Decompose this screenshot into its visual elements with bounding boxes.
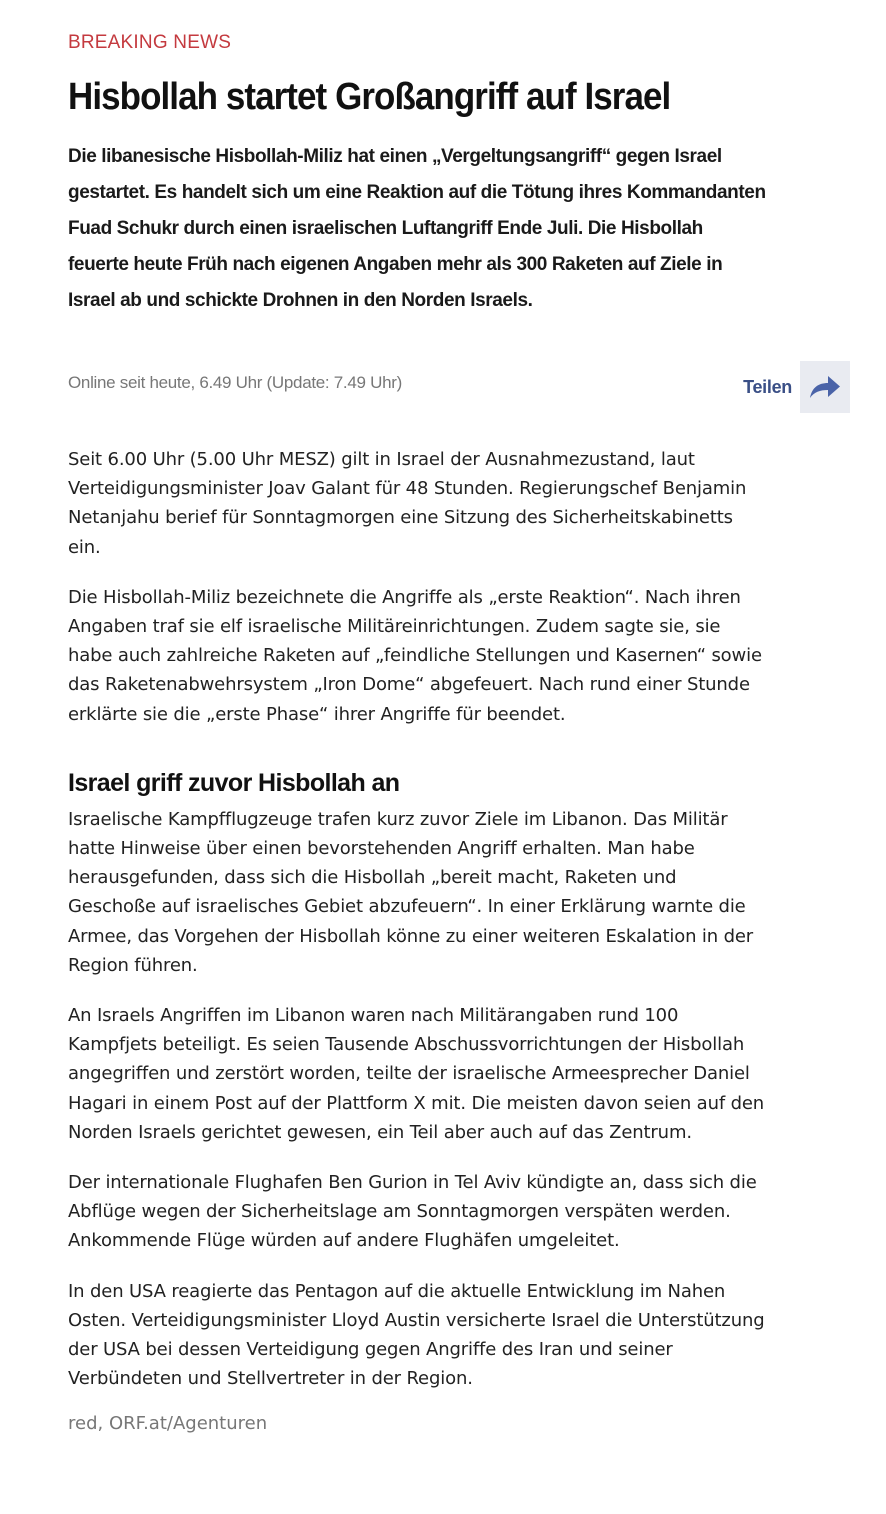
share-button[interactable] (743, 361, 850, 413)
body-paragraph: Seit 6.00 Uhr (5.00 Uhr MESZ) gilt in Israel der Ausnahmezustand, laut Verteidigungsminister Joav Galant für 48 Stunden. Regierungschef Benjamin Netanjahu berief für Sonntagmorgen eine Sitzung des Sicherheitskabinetts ein. (68, 449, 747, 558)
share-label[interactable]: Teilen (743, 376, 792, 397)
section-heading: Israel griff zuvor Hisbollah an (68, 768, 400, 797)
body-paragraph: An Israels Angriffen im Libanon waren nach Militärangaben rund 100 Kampfjets beteiligt. Es seien Tausende Abschussvorrichtungen der Hisbollah angegriffen und zerstört worden, teilte der israelische Armeesprecher Daniel Hagari in einem Post auf der Plattform X mit. Die meisten davon seien auf den Norden Israels gerichtet gewesen, ein Teil aber auch auf das Zentrum. (68, 1005, 765, 1143)
body-paragraph: In den USA reagierte das Pentagon auf die aktuelle Entwicklung im Nahen Osten. Verteidigungsminister Lloyd Austin versicherte Israel die Unterstützung der USA bei dessen Verteidigung gegen Angriffe des Iran und seiner Verbündeten und Stellvertreter in der Region. (68, 1280, 765, 1390)
article-body (68, 445, 850, 1393)
body-paragraph: Israelische Kampfflugzeuge trafen kurz zuvor Ziele im Libanon. Das Militär hatte Hinweise über einen bevorstehenden Angriff erhalten. Man habe herausgefunden, dass sich die Hisbollah „bereit macht, Raketen und Geschoße auf israelisches Gebiet abzufeuern“. In einer Erklärung warnte die Armee, das Vorgehen der Hisbollah könne zu einer weiteren Eskalation in der Region führen. (68, 808, 754, 976)
article-source: red, ORF.at/Agenturen (68, 1413, 268, 1435)
body-paragraph: Die Hisbollah-Miliz bezeichnete die Angriffe als „erste Reaktion“. Nach ihren Angaben traf sie elf israelische Militäreinrichtungen. Zudem sagte sie, sie habe auch zahlreiche Raketen auf „feindliche Stellungen und Kasernen“ sowie das Raketenabwehrsystem „Iron Dome“ abgefeuert. Nach rund einer Stunde erklärte sie die „erste Phase“ ihrer Angriffe für beendet. (68, 586, 762, 725)
body-paragraph: Der internationale Flughafen Ben Gurion in Tel Aviv kündigte an, dass sich die Abflüge wegen der Sicherheitslage am Sonntagmorgen verspäten werden. Ankommende Flüge würden auf andere Flughäfen umgeleitet. (68, 1172, 757, 1252)
article-title: Hisbollah startet Großangriff auf Israel (68, 76, 671, 118)
article-lead: Die libanesische Hisbollah-Miliz hat einen „Vergeltungsangriff“ gegen Israel gestartet. Es handelt sich um eine Reaktion auf die Tötung ihres Kommandanten Fuad Schukr durch einen israelischen Luftangriff Ende Juli. Die Hisbollah feuerte heute Früh nach eigenen Angaben mehr als 300 Raketen auf Ziele in Israel ab und schickte Drohnen in den Norden Israels. (68, 146, 766, 311)
publish-date: Online seit heute, 6.49 Uhr (Update: 7.49 Uhr) (68, 373, 402, 392)
news-article (68, 30, 850, 1434)
article-meta (68, 361, 850, 415)
breaking-news-label: BREAKING NEWS (68, 32, 232, 53)
share-arrow-icon[interactable] (800, 361, 850, 413)
